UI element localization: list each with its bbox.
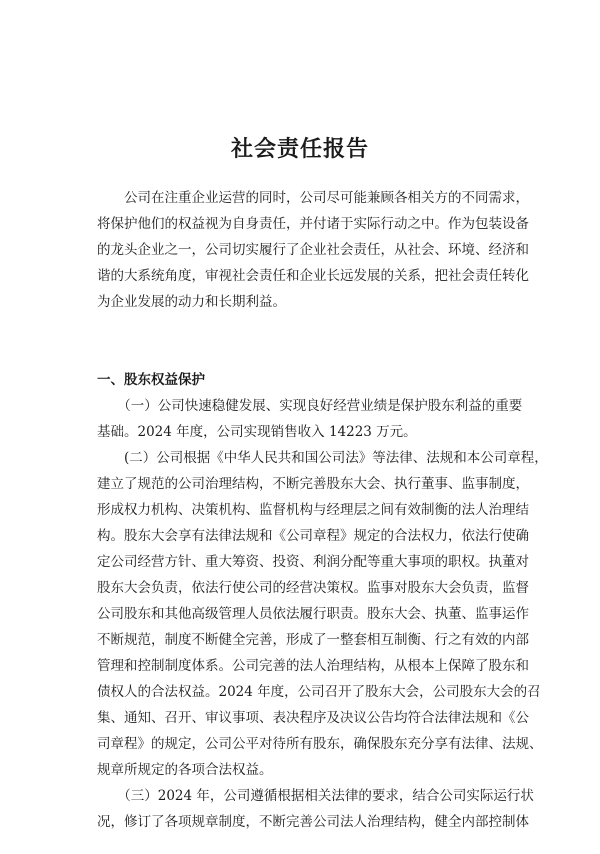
text-line: 管理和控制制度体系。公司完善的法人治理结构，从根本上保障了股东和 [97,658,529,674]
text-line: 债权人的合法权益。2024 年度，公司召开了股东大会，公司股东大会的召 [97,684,541,700]
text-line: 建立了规范的公司治理结构，不断完善股东大会、执行董事、监事制度， [97,476,529,492]
text-line: (二）公司根据《中华人民共和国公司法》等法律、法规和本公司章程， [97,450,548,466]
text-line: 构。股东大会享有法律法规和《公司章程》规定的合法权力，依法行使确 [97,528,529,544]
text-line: 况，修订了各项规章制度，不断完善公司法人治理结构，健全内部控制体 [97,814,529,830]
text-line: 集、通知、召开、审议事项、表决程序及决议公告均符合法律法规和《公 [97,710,529,726]
document-title: 社会责任报告 [230,137,369,162]
paragraph-3 [97,783,534,835]
text-line: 公司股东和其他高级管理人员依法履行职责。股东大会、执董、监事运作 [97,606,529,622]
text-line: 规章所规定的各项合法权益。 [97,762,273,778]
text-line: 为企业发展的动力和长期利益。 [97,294,286,310]
text-line: 的龙头企业之一，公司切实履行了企业社会责任，从社会、环境、经济和 [97,242,529,258]
text-line: 谐的大系统角度，审视社会责任和企业长远发展的关系，把社会责任转化 [97,268,529,284]
text-line: 将保护他们的权益视为自身责任，并付诸于实际行动之中。作为包装设备 [97,216,529,232]
text-line: 股东大会负责，依法行使公司的经营决策权。监事对股东大会负责，监督 [97,580,529,596]
section-heading: 一、股东权益保护 [97,372,205,388]
document-body [97,185,548,835]
paragraph-1 [97,393,523,445]
text-line: 公司在注重企业运营的同时，公司尽可能兼顾各相关方的不同需求， [97,190,529,206]
text-line: 形成权力机构、决策机构、监督机构与经理层之间有效制衡的法人治理结 [97,502,529,518]
text-line: 司章程》的规定，公司公平对待所有股东，确保股东充分享有法律、法规、 [97,736,543,752]
text-line: 基础。2024 年度，公司实现销售收入 14223 万元。 [97,424,417,440]
intro-paragraph [97,185,529,315]
text-line: （一）公司快速稳健发展、实现良好经营业绩是保护股东利益的重要 [97,398,523,414]
paragraph-2 [97,445,548,783]
text-line: 定公司经营方针、重大筹资、投资、利润分配等重大事项的职权。执董对 [97,554,529,570]
text-line: 不断规范，制度不断健全完善，形成了一整套相互制衡、行之有效的内部 [97,632,529,648]
text-line: （三）2024 年，公司遵循根据相关法律的要求，结合公司实际运行状 [97,788,534,804]
